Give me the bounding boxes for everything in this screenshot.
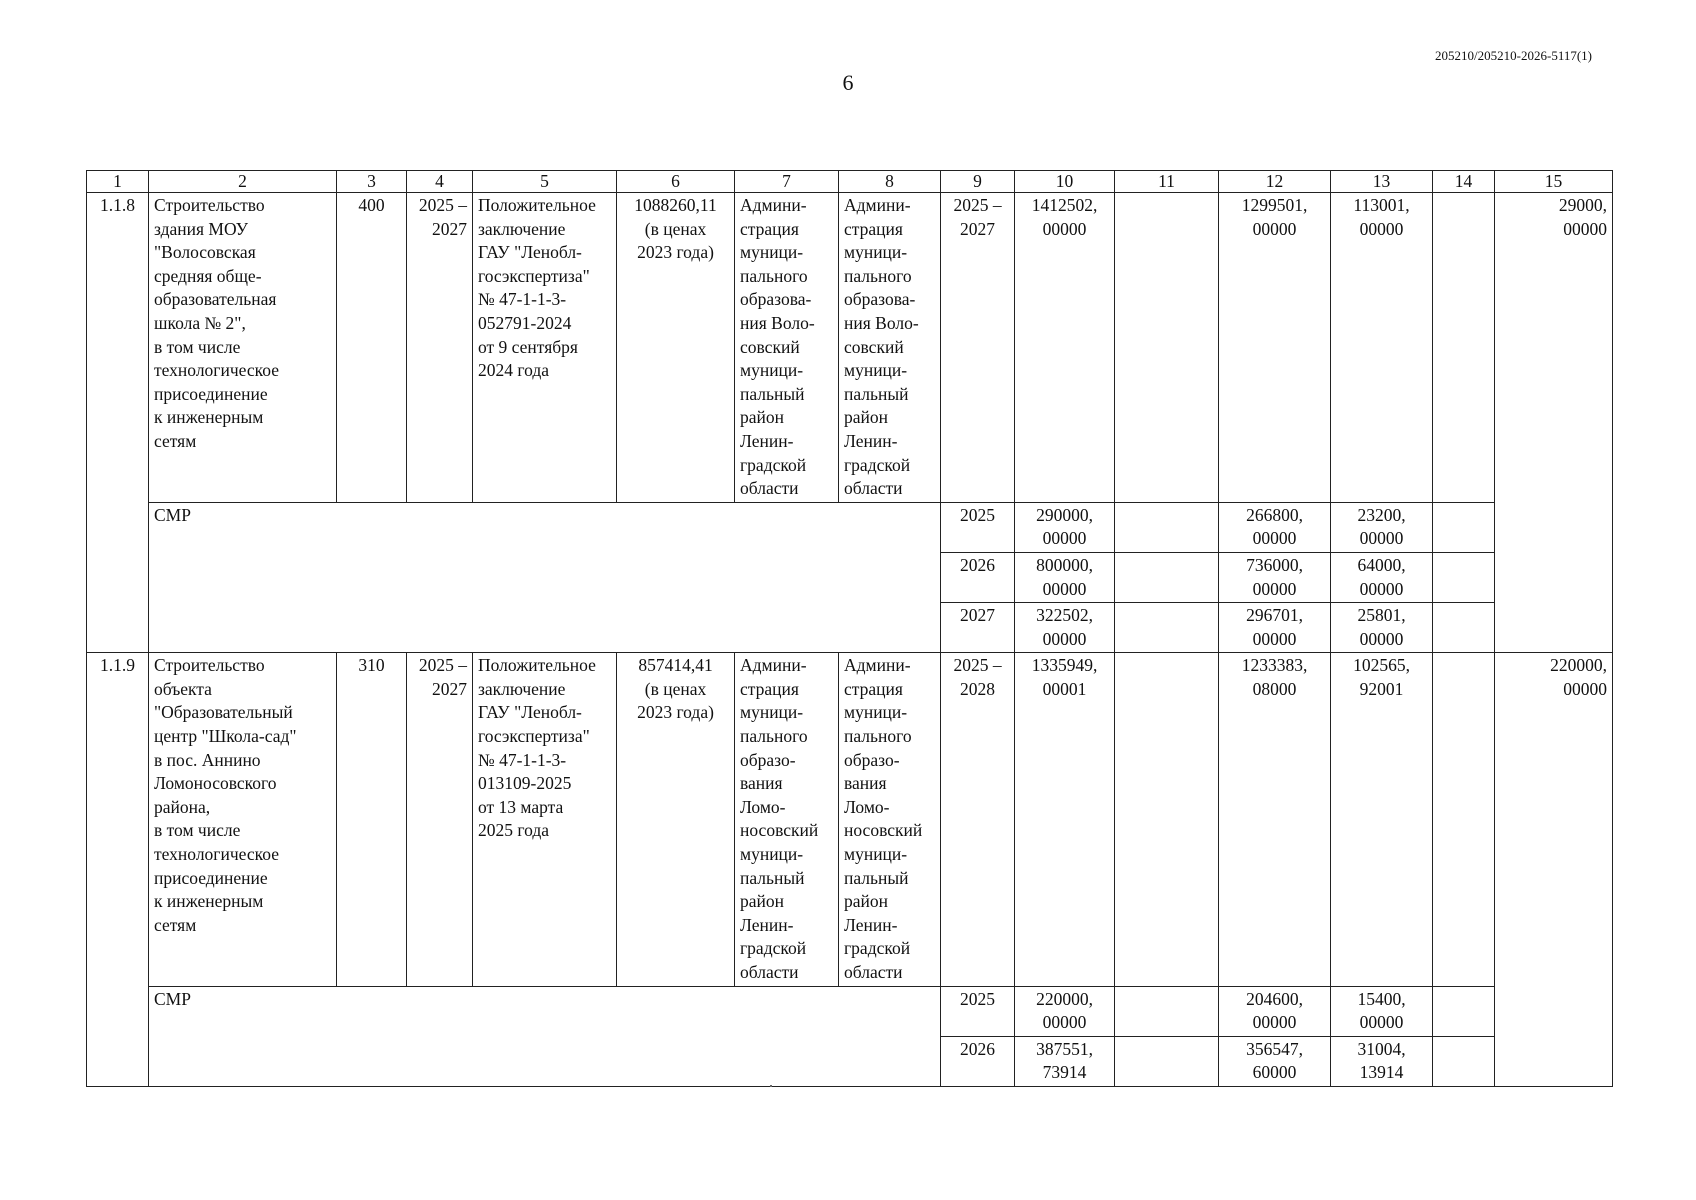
local-budget-cell: 113001, 00000 <box>1331 193 1433 503</box>
expertise-cell: Положительное заключение ГАУ "Ленобл- госэкспертиза" № 47-1-1-3- 013109-2025 от 13 марта 2025 года <box>473 653 617 986</box>
smr-total: 800000, 00000 <box>1015 552 1115 602</box>
smr-total: 220000, 00000 <box>1015 986 1115 1036</box>
smr-local: 23200, 00000 <box>1331 502 1433 552</box>
column-header: 3 <box>337 171 407 193</box>
regional-budget-cell: 1299501, 00000 <box>1219 193 1331 503</box>
column-header: 9 <box>941 171 1015 193</box>
smr-empty <box>1433 502 1495 552</box>
value-cell: 220000, 00000 <box>1495 653 1613 1087</box>
value-cell: 29000, 00000 <box>1495 193 1613 653</box>
row-number: 1.1.9 <box>87 653 149 1087</box>
column-header: 1 <box>87 171 149 193</box>
total-cell: 1335949, 00001 <box>1015 653 1115 986</box>
smr-empty <box>1433 552 1495 602</box>
customer-cell: Админи- страция муници- пального образо- вания Ломо- носовский муници- пальный район Ленин- градской области <box>735 653 839 986</box>
smr-local: 31004, 13914 <box>1331 1036 1433 1086</box>
column-header: 6 <box>617 171 735 193</box>
expertise-cell: Положительное заключение ГАУ "Ленобл- госэкспертиза" № 47-1-1-3- 052791-2024 от 9 сентября 2024 года <box>473 193 617 503</box>
smr-year: 2026 <box>941 552 1015 602</box>
years-cell: 2025 – 2028 <box>941 653 1015 986</box>
object-name: Строительство объекта "Образовательный центр "Школа-сад" в пос. Аннино Ломоносовского района, в том числе технологическое присоединение к инженерным сетям <box>149 653 337 986</box>
object-name: Строительство здания МОУ "Волосовская средняя обще- образовательная школа № 2", в том числе технологическое присоединение к инженерным сетям <box>149 193 337 503</box>
smr-empty <box>1115 986 1219 1036</box>
column-header: 11 <box>1115 171 1219 193</box>
document-id: 205210/205210-2026-5117(1) <box>1435 48 1592 63</box>
smr-empty <box>1433 986 1495 1036</box>
estimated-cost-cell: 1088260,11 (в ценах 2023 года) <box>617 193 735 503</box>
smr-local: 64000, 00000 <box>1331 552 1433 602</box>
smr-empty <box>1115 603 1219 653</box>
row-number: 1.1.8 <box>87 193 149 653</box>
years-cell: 2025 – 2027 <box>941 193 1015 503</box>
page-number: 6 <box>842 70 854 95</box>
capacity-cell: 400 <box>337 193 407 503</box>
smr-empty <box>1115 552 1219 602</box>
period-cell: 2025 – 2027 <box>407 193 473 503</box>
customer-cell: Админи- страция муници- пального образова- ния Воло- совский муници- пальный район Ленин- градской области <box>735 193 839 503</box>
smr-year: 2027 <box>941 603 1015 653</box>
smr-label: СМР <box>149 986 941 1086</box>
other-sources-cell <box>1433 653 1495 986</box>
column-header: 15 <box>1495 171 1613 193</box>
column-header: 13 <box>1331 171 1433 193</box>
table-row <box>87 193 1613 503</box>
column-header: 12 <box>1219 171 1331 193</box>
other-sources-cell <box>1433 193 1495 503</box>
smr-empty <box>1115 502 1219 552</box>
local-budget-cell: 102565, 92001 <box>1331 653 1433 986</box>
smr-row <box>87 986 1613 1036</box>
developer-cell: Админи- страция муници- пального образова- ния Воло- совский муници- пальный район Ленин- градской области <box>839 193 941 503</box>
smr-regional: 266800, 00000 <box>1219 502 1331 552</box>
regional-budget-cell: 1233383, 08000 <box>1219 653 1331 986</box>
capacity-cell: 310 <box>337 653 407 986</box>
column-header: 2 <box>149 171 337 193</box>
smr-regional: 736000, 00000 <box>1219 552 1331 602</box>
smr-total: 322502, 00000 <box>1015 603 1115 653</box>
scan-speck <box>770 1085 772 1087</box>
column-header: 7 <box>735 171 839 193</box>
estimated-cost-cell: 857414,41 (в ценах 2023 года) <box>617 653 735 986</box>
period-cell: 2025 – 2027 <box>407 653 473 986</box>
smr-regional: 356547, 60000 <box>1219 1036 1331 1086</box>
smr-regional: 204600, 00000 <box>1219 986 1331 1036</box>
smr-total: 387551, 73914 <box>1015 1036 1115 1086</box>
column-header: 5 <box>473 171 617 193</box>
smr-local: 25801, 00000 <box>1331 603 1433 653</box>
smr-label: СМР <box>149 502 941 653</box>
smr-row <box>87 502 1613 552</box>
smr-total: 290000, 00000 <box>1015 502 1115 552</box>
federal-budget-cell <box>1115 193 1219 503</box>
smr-empty <box>1115 1036 1219 1086</box>
smr-year: 2025 <box>941 502 1015 552</box>
smr-local: 15400, 00000 <box>1331 986 1433 1036</box>
total-cell: 1412502, 00000 <box>1015 193 1115 503</box>
developer-cell: Админи- страция муници- пального образо- вания Ломо- носовский муници- пальный район Ленин- градской области <box>839 653 941 986</box>
smr-year: 2026 <box>941 1036 1015 1086</box>
smr-empty <box>1433 1036 1495 1086</box>
federal-budget-cell <box>1115 653 1219 986</box>
data-table <box>86 170 1613 1087</box>
column-header: 4 <box>407 171 473 193</box>
column-number-row <box>87 171 1613 193</box>
column-header: 14 <box>1433 171 1495 193</box>
table-row <box>87 653 1613 986</box>
column-header: 8 <box>839 171 941 193</box>
smr-empty <box>1433 603 1495 653</box>
smr-regional: 296701, 00000 <box>1219 603 1331 653</box>
column-header: 10 <box>1015 171 1115 193</box>
smr-year: 2025 <box>941 986 1015 1036</box>
